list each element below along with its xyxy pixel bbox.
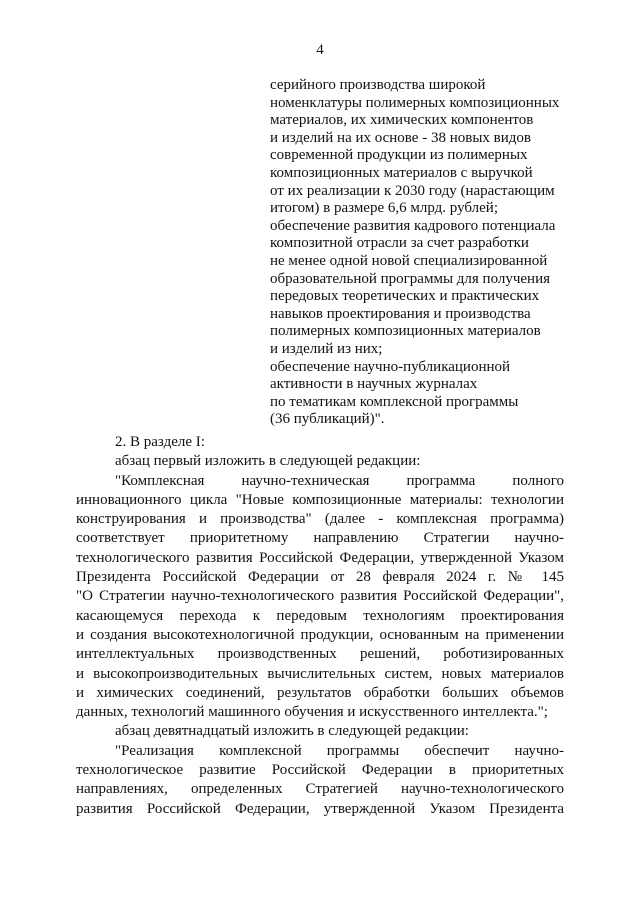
- text-line: развития Российской Федерации, утвержденной Указом Президента: [76, 800, 564, 817]
- text-line: номенклатуры полимерных композиционных: [270, 94, 560, 111]
- text-line: современной продукции из полимерных: [270, 147, 528, 164]
- page-number: 4: [316, 42, 324, 58]
- text-line: материалов, их химических компонентов: [270, 112, 534, 129]
- text-line: соответствует приоритетному направлению Стратегии научно-: [76, 530, 564, 547]
- text-line: серийного производства широкой: [270, 77, 486, 93]
- text-line: полимерных композиционных материалов: [270, 323, 541, 340]
- quoted-amendment-block: [270, 77, 570, 429]
- text-line: обеспечение научно-публикационной: [270, 358, 511, 375]
- text-line: и химических соединений, результатов обработки больших объемов: [76, 684, 564, 701]
- text-line: направлениях, определенных Стратегией научно-технологического: [76, 781, 564, 798]
- main-body-text: [76, 433, 564, 819]
- text-line: от их реализации к 2030 году (нарастающим: [270, 182, 555, 199]
- text-line: по тематикам комплексной программы: [270, 393, 519, 410]
- text-line: композитной отрасли за счет разработки: [270, 235, 529, 252]
- text-line: передовых теоретических и практических: [270, 288, 540, 305]
- text-line: Президента Российской Федерации от 28 февраля 2024 г. № 145: [76, 569, 564, 586]
- text-line: (36 публикаций)".: [270, 411, 385, 428]
- text-line: и изделий на их основе - 38 новых видов: [270, 129, 531, 146]
- text-line: инновационного цикла "Новые композиционные материалы: технологии: [76, 491, 564, 508]
- text-line: и изделий из них;: [270, 340, 383, 357]
- section-heading: 2. В разделе I:: [115, 434, 205, 450]
- text-line: композиционных материалов с выручкой: [270, 164, 533, 181]
- text-line: обеспечение развития кадрового потенциала: [270, 217, 556, 234]
- text-line: и создания высокотехнологичной продукции, основанным на применении: [76, 626, 564, 643]
- text-line: "О Стратегии научно-технологического развития Российской Федерации",: [76, 588, 564, 605]
- text-line: "Реализация комплексной программы обеспечит научно-: [115, 742, 564, 759]
- text-line: навыков проектирования и производства: [270, 305, 531, 322]
- text-line: интеллектуальных производственных решений, роботизированных: [76, 646, 564, 663]
- text-line: не менее одной новой специализированной: [270, 252, 548, 269]
- text-line: итогом) в размере 6,6 млрд. рублей;: [270, 200, 498, 217]
- instruction-line: абзац первый изложить в следующей редакции:: [115, 453, 421, 470]
- text-line: и высокопроизводительных вычислительных систем, новых материалов: [76, 665, 564, 682]
- text-line: активности в научных журналах: [270, 376, 478, 393]
- text-line: технологическое развитие Российской Федерации в приоритетных: [76, 762, 564, 779]
- text-line: конструирования и производства" (далее - комплексная программа): [76, 511, 564, 528]
- text-line: образовательной программы для получения: [270, 270, 551, 287]
- text-line: касающемуся перехода к передовым технологиям проектирования: [76, 607, 564, 624]
- text-line: технологического развития Российской Федерации, утвержденной Указом: [76, 549, 564, 566]
- text-line: "Комплексная научно-техническая программа полного: [115, 472, 564, 489]
- text-line: данных, технологий машинного обучения и искусственного интеллекта.";: [76, 704, 548, 721]
- instruction-line: абзац девятнадцатый изложить в следующей редакции:: [115, 723, 469, 740]
